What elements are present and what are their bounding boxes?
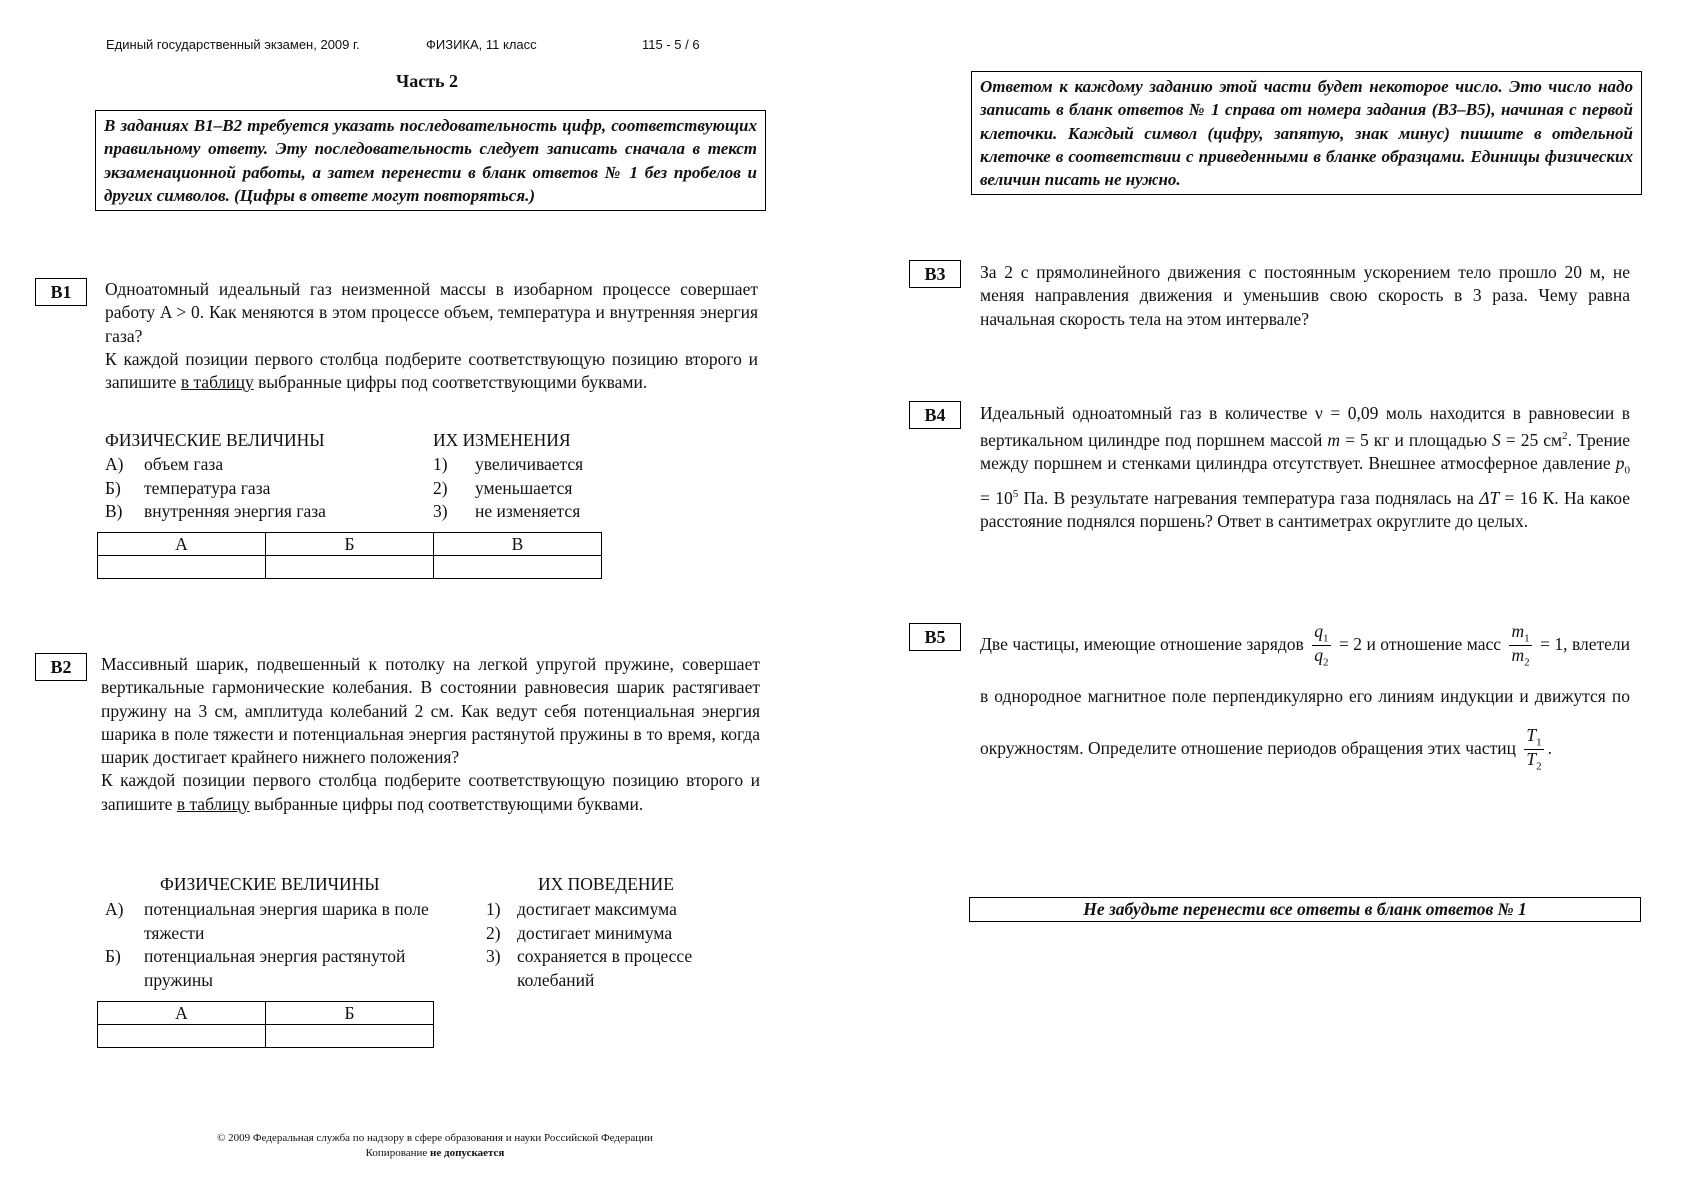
b3-text: За 2 с прямолинейного движения с постоянным ускорением тело прошло 20 м, не меняя направления движения и уменьшив свою скорость в 3 раза. Чему равна начальная скорость тела на этом интервале? — [980, 262, 1630, 329]
frac-den — [1314, 646, 1328, 669]
b1-right-key: 1) — [433, 454, 448, 474]
page-number: 115 - 5 / 6 — [642, 37, 700, 52]
b5-mass-ratio — [1509, 622, 1531, 669]
b1-right-key: 3) — [433, 501, 448, 521]
part-title: Часть 2 — [396, 71, 459, 91]
footer — [160, 1131, 710, 1161]
b2-right-text: достигает максимума — [517, 899, 677, 919]
b4-part: Идеальный одноатомный газ в количестве ν = 0,09 моль находится в равновесии в вертикальном цилиндре под поршнем массой — [980, 403, 1630, 451]
var: m — [1511, 621, 1525, 642]
b2-body — [101, 653, 760, 816]
b2-right-text: сохраняется в процессе колебаний — [517, 946, 693, 990]
b2-table-header: А — [98, 1002, 266, 1025]
frac-num — [1509, 622, 1531, 646]
sub: 1 — [1524, 632, 1530, 645]
b2-table-header: Б — [266, 1002, 434, 1025]
b1-right-text: увеличивается — [475, 454, 584, 474]
b1-text: Одноатомный идеальный газ неизменной массы в изобарном процессе совершает работу A > 0. Как меняются в этом процессе объем, температура и внутренняя энергия газа? — [105, 279, 758, 346]
b4-part: = 16 К. На какое расстояние поднялся поршень? Ответ в сантиметрах округлите до целых. — [980, 488, 1631, 532]
item-key: Б) — [105, 478, 121, 498]
b4-part: = 25 см — [1505, 430, 1563, 451]
sub: 2 — [1323, 656, 1329, 669]
b1-table-link: в таблицу — [180, 372, 254, 393]
var: q — [1314, 645, 1324, 666]
b4-var-m: m — [1327, 430, 1341, 451]
b1-left-text: температура газа — [144, 478, 271, 498]
task-label-b4: В4 — [909, 401, 961, 429]
b1-table-header: В — [434, 533, 602, 556]
b2-answer-cell[interactable] — [98, 1025, 266, 1048]
b1-instruction-pre: К каждой позиции первого столбца подберите соответствующую позицию второго и запишите — [105, 348, 758, 393]
frac-den — [1511, 646, 1529, 669]
sub: 1 — [1536, 736, 1542, 749]
b2-instruction-pre: К каждой позиции первого столбца подберите соответствующую позицию второго и запишите — [101, 770, 760, 814]
footer-copy-pre: Копирование — [365, 1147, 428, 1159]
b2-left-key: Б) — [105, 946, 121, 966]
item-key: В) — [105, 501, 123, 521]
instruction-b3-b5: Ответом к каждому заданию этой части будет некоторое число. Это число надо записать в бланк ответов № 1 справа от номера задания (В3–В5), начиная с первой клеточки. Каждый символ (цифру, запятую, знак минус) пишите в отдельной клеточке в соответствии с приведенными в бланке образцами. Единицы физических величин писать не нужно. — [971, 71, 1642, 195]
task-label-b5: В5 — [909, 623, 961, 651]
b1-left-item — [105, 477, 121, 501]
b4-text — [980, 402, 1630, 534]
b2-instruction — [101, 769, 760, 816]
b2-col1-header: ФИЗИЧЕСКИЕ ВЕЛИЧИНЫ — [160, 874, 380, 894]
b2-right-key: 1) — [486, 899, 501, 919]
item-key: А) — [105, 454, 124, 474]
b1-col1-header: ФИЗИЧЕСКИЕ ВЕЛИЧИНЫ — [105, 430, 325, 450]
sub: 2 — [1536, 760, 1542, 773]
b1-col2-header: ИХ ИЗМЕНЕНИЯ — [433, 430, 571, 450]
var: T — [1526, 725, 1537, 746]
b1-answer-cell[interactable] — [434, 556, 602, 579]
b5-period-ratio — [1524, 726, 1543, 773]
b1-left-text: объем газа — [144, 454, 224, 474]
b1-answer-cell[interactable] — [98, 556, 266, 579]
b4-part: Па. В результате нагревания температура газа поднялась на — [1023, 488, 1474, 509]
sub: 2 — [1524, 656, 1530, 669]
b4-var-p: p — [1615, 453, 1625, 474]
b2-answer-cell[interactable] — [266, 1025, 434, 1048]
b2-left-key: А) — [105, 899, 124, 919]
b2-instruction-post: выбранные цифры под соответствующими буквами. — [254, 793, 644, 814]
b1-instruction — [105, 348, 758, 395]
b2-left-text: потенциальная энергия шарика в поле тяжести — [144, 899, 429, 943]
b1-table-header: Б — [266, 533, 434, 556]
b4-var-dt: ΔT — [1479, 488, 1500, 509]
b1-right-text: уменьшается — [475, 478, 573, 498]
b5-part: = 1, влетели в однородное магнитное поле перпендикулярно его линиям индукции и движутся по окружностям. Определите отношение периодов обращения этих частиц — [980, 634, 1631, 758]
b1-instruction-post: выбранные цифры под соответствующими буквами. — [258, 372, 648, 393]
b5-charge-ratio — [1312, 622, 1330, 669]
task-label-b2: В2 — [35, 653, 87, 681]
b2-right-key: 3) — [486, 946, 501, 966]
b1-right-key: 2) — [433, 478, 448, 498]
b2-right-key: 2) — [486, 923, 501, 943]
task-label-b1: В1 — [35, 278, 87, 306]
sub: 1 — [1323, 632, 1329, 645]
b1-right-text: не изменяется — [475, 501, 581, 521]
b5-text — [980, 618, 1630, 774]
b1-left-text: внутренняя энергия газа — [144, 501, 326, 521]
b2-answer-table — [97, 1001, 434, 1048]
b5-end: . — [1547, 738, 1552, 758]
var: T — [1526, 749, 1537, 770]
footer-copy-bold: не допускается — [430, 1147, 505, 1159]
b2-left-text: потенциальная энергия растянутой пружины — [144, 946, 406, 990]
b1-table-header: А — [98, 533, 266, 556]
b5-part: Две частицы, имеющие отношение зарядов — [980, 634, 1304, 654]
b4-part: = 10 — [980, 488, 1013, 509]
b4-part: = 5 кг и площадью — [1345, 430, 1487, 451]
b2-col2-header: ИХ ПОВЕДЕНИЕ — [538, 874, 674, 894]
b1-left-item — [105, 453, 123, 477]
b2-text: Массивный шарик, подвешенный к потолку на легкой упругой пружине, совершает вертикальные гармонические колебания. В состоянии равновесия шарик растягивает пружину на 3 см, амплитуда колебаний 2 см. Как ведут себя потенциальная энергия шарика в поле тяжести и потенциальная энергия растянутой пружины в то время, когда шарик достигает крайнего нижнего положения? — [101, 654, 760, 768]
frac-den — [1526, 750, 1541, 773]
b4-sub: 0 — [1624, 464, 1631, 477]
b1-answer-cell[interactable] — [266, 556, 434, 579]
var: q — [1314, 621, 1324, 642]
instruction-b1-b2: В заданиях В1–В2 требуется указать последовательность цифр, соответствующих правильному ответу. Эту последовательность следует записать сначала в текст экзаменационной работы, а затем перенести в бланк ответов № 1 без пробелов и других символов. (Цифры в ответе могут повторяться.) — [95, 110, 766, 211]
footer-copy-notice — [160, 1146, 710, 1161]
var: m — [1511, 645, 1525, 666]
subject: ФИЗИКА, 11 класс — [426, 37, 537, 52]
b1-answer-table — [97, 532, 602, 579]
footer-copyright: © 2009 Федеральная служба по надзору в сфере образования и науки Российской Федерации — [217, 1132, 653, 1144]
b4-var-s: S — [1492, 430, 1501, 451]
b4-part: . Трение между поршнем и стенками цилиндра отсутствует. Внешнее атмосферное давление — [980, 430, 1631, 474]
b2-right-text: достигает минимума — [517, 923, 673, 943]
reminder-box: Не забудьте перенести все ответы в бланк ответов № 1 — [969, 897, 1641, 922]
b1-body — [105, 278, 758, 394]
b2-table-link: в таблицу — [176, 793, 250, 814]
frac-num — [1312, 622, 1330, 646]
b4-sup: 2 — [1562, 430, 1568, 443]
b5-part: = 2 и отношение масс — [1338, 634, 1502, 654]
exam-title: Единый государственный экзамен, 2009 г. — [106, 37, 360, 52]
b1-left-item — [105, 500, 123, 524]
b4-sup: 5 — [1012, 488, 1019, 501]
frac-num — [1524, 726, 1543, 750]
task-label-b3: В3 — [909, 260, 961, 288]
